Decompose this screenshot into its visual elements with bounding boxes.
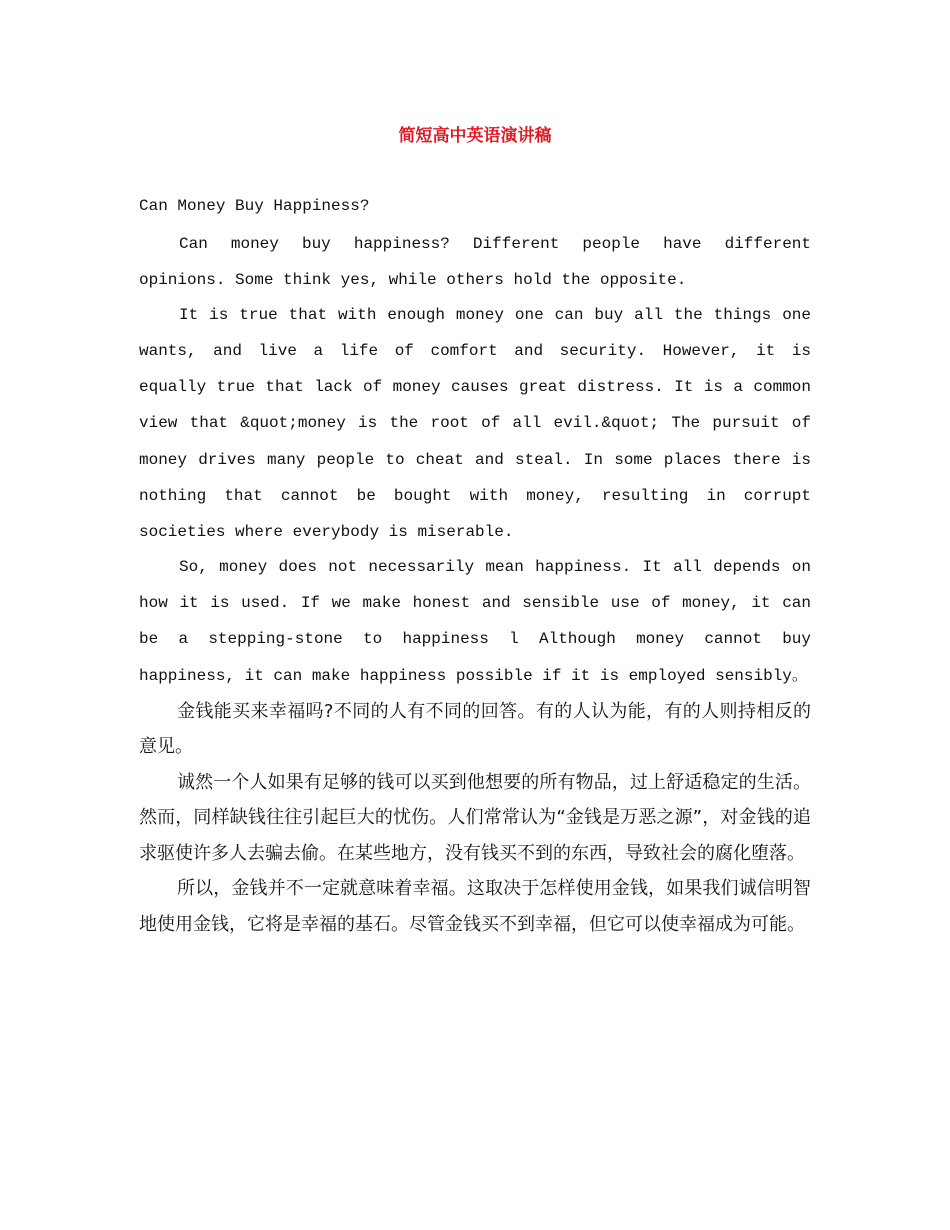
document-title: 简短高中英语演讲稿 [398,126,552,146]
chinese-paragraph-1: 金钱能买来幸福吗?不同的人有不同的回答。有的人认为能，有的人则持相反的意见。 [139,700,811,758]
english-heading: Can Money Buy Happiness? [139,197,370,215]
english-paragraph-1: Can money buy happiness? Different people have different opinions. Some think yes, while others hold the opposite. [139,235,811,290]
document-body [139,194,811,942]
chinese-paragraph-2: 诚然一个人如果有足够的钱可以买到他想要的所有物品，过上舒适稳定的生活。然而，同样缺钱往往引起巨大的忧伤。人们常常认为“金钱是万恶之源”，对金钱的追求驱使许多人去骗去偷。在某些地方，没有钱买不到的东西，导致社会的腐化堕落。 [139,771,811,864]
english-paragraph-2: It is true that with enough money one can buy all the things one wants, and live a life of comfort and security. However, it is equally true that lack of money causes great distress. It is a common view that &quot;money is the root of all evil.&quot; The pursuit of money drives many people to cheat and steal. In some places there is nothing that cannot be bought with money, resulting in corrupt societies where everybody is miserable. [139,305,811,542]
english-paragraph-3: So, money does not necessarily mean happiness. It all depends on how it is used. If we make honest and sensible use of money, it can be a stepping-stone to happiness l Although money cannot buy happiness, it can make happiness possible if it is employed sensibly。 [139,557,811,685]
chinese-paragraph-3: 所以，金钱并不一定就意味着幸福。这取决于怎样使用金钱，如果我们诚信明智地使用金钱，它将是幸福的基石。尽管金钱买不到幸福，但它可以使幸福成为可能。 [139,878,811,935]
